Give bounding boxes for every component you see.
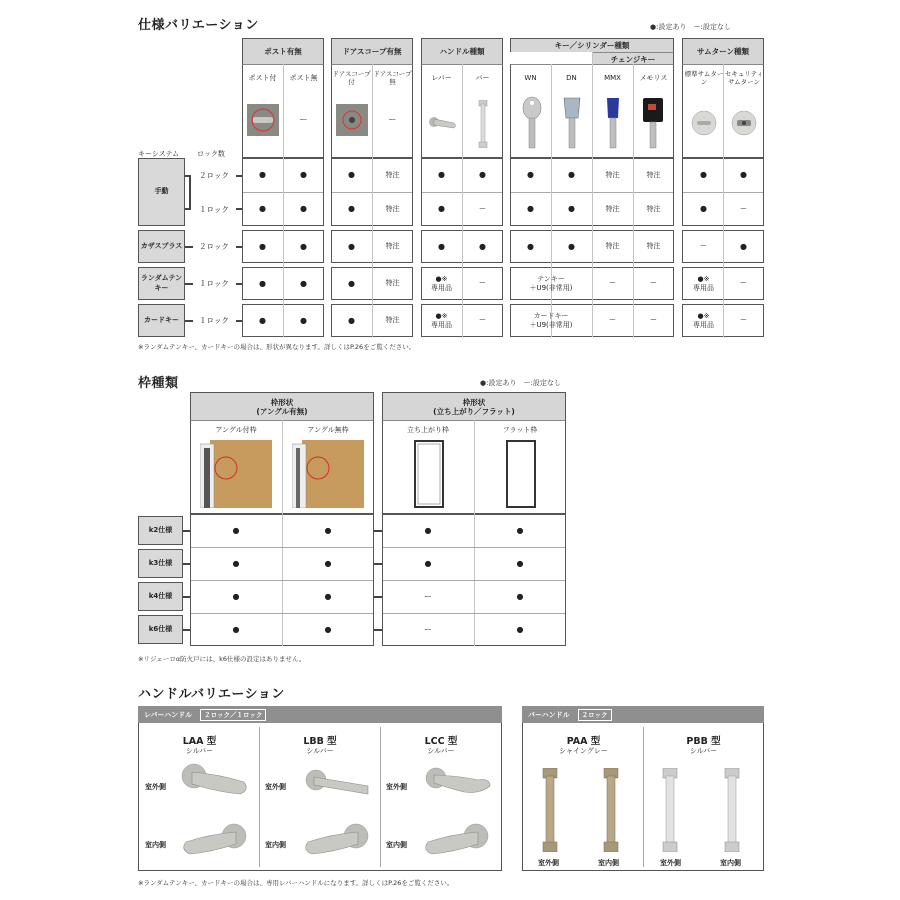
frame-cell: ● <box>232 591 240 601</box>
lbb-inside-label: 室内側 <box>265 841 286 849</box>
model-paa-color: シャイングレー <box>559 747 608 755</box>
scope-none-dash: ー <box>388 115 397 124</box>
system-cardkey: カードキー <box>138 304 185 337</box>
lbb-outside-label: 室外側 <box>265 783 286 791</box>
pbb-inside-label: 室内側 <box>720 859 741 867</box>
spec-cell: 特注 <box>385 242 400 251</box>
frame-cell: ● <box>324 558 332 568</box>
paa-outside-image <box>542 768 558 852</box>
doorscope-image <box>336 104 368 136</box>
post-slot-image <box>247 104 279 136</box>
handles-title: ハンドルバリエーション <box>138 687 285 702</box>
spec-cell: ● <box>568 204 575 213</box>
spec-cell: ● <box>740 170 747 179</box>
spec-title: 仕様バリエーション <box>138 18 259 33</box>
standard-thumbturn-image <box>691 110 717 136</box>
spec-cell: 特注 <box>605 170 620 179</box>
spec-legend: ●:設定あり ー:設定なし <box>650 23 731 31</box>
spec-cell: 特注 <box>385 316 400 325</box>
sub-wn: WN <box>524 73 537 82</box>
system-manual: 手動 <box>138 158 185 226</box>
sub-security-thumbturn: セキュリティサムターン <box>724 69 764 86</box>
spec-cell: ー <box>479 204 486 213</box>
sub-mmx: MMX <box>604 73 621 82</box>
spec-cell: ●※ 専用品 <box>431 274 452 292</box>
spec-cell: ー <box>650 279 657 288</box>
spec-cell: ● <box>300 315 307 325</box>
spec-cell: 特注 <box>385 170 400 179</box>
security-thumbturn-image <box>731 110 757 136</box>
spec-cell: ● <box>740 241 747 251</box>
model-laa: LAA 型 <box>182 736 217 747</box>
lock-kazasu: ２ロック <box>199 241 229 251</box>
lever-panel-label: レバーハンドル <box>144 710 193 719</box>
spec-cell: ー <box>700 242 707 251</box>
angleless-frame-image <box>292 440 364 508</box>
frame-cell: ● <box>516 558 524 568</box>
spec-cell: ー <box>740 316 747 325</box>
system-kazasu: カザスプラス <box>138 230 185 263</box>
group-changekey-header: チェンジキー <box>592 52 674 65</box>
sub-post-without: ポスト無 <box>289 73 318 82</box>
paa-outside-label: 室外側 <box>538 859 559 867</box>
lever-panel-header <box>138 706 502 723</box>
lbb-inside-image <box>300 822 374 862</box>
frame-cell: ● <box>424 558 432 568</box>
spec-cell: 特注 <box>646 204 661 213</box>
spec-cell: ● <box>438 170 445 179</box>
spec-cell: 特注 <box>605 204 620 213</box>
pbb-outside-label: 室外側 <box>660 859 681 867</box>
spec-cell: ー <box>479 316 486 325</box>
paa-inside-image <box>603 768 619 852</box>
spec-cell: ● <box>300 170 307 179</box>
spec-cell: ● <box>348 315 355 325</box>
dn-key-image <box>560 96 584 150</box>
pbb-outside-image <box>662 768 678 852</box>
spec-cell: ● <box>348 278 355 288</box>
spec-cell: ● <box>300 278 307 288</box>
group-handle-header: ハンドル種類 <box>421 38 503 64</box>
lcc-inside-image <box>420 822 494 862</box>
frame-cell: ● <box>424 525 432 535</box>
spec-cell: ● <box>527 170 534 179</box>
spec-cell: ● <box>527 204 534 213</box>
group-post-header: ポスト有無 <box>242 38 324 64</box>
model-lbb-color: シルバー <box>306 747 334 755</box>
group-thumbturn-header: サムターン種類 <box>682 38 764 64</box>
frame-cell: ● <box>232 558 240 568</box>
lbb-outside-image <box>300 768 374 800</box>
angle-frame-image <box>200 440 272 508</box>
model-lcc-color: シルバー <box>427 747 455 755</box>
spec-cell: ● <box>259 204 266 213</box>
sub-dn: DN <box>566 73 577 82</box>
frame-row-k4: k4仕様 <box>138 582 183 611</box>
spec-cell: 特注 <box>385 204 400 213</box>
spec-cell: 特注 <box>646 170 661 179</box>
handles-note: ※ランダムテンキー、カードキーの場合は、専用レバーハンドルになります。詳しくはP.26をご覧ください。 <box>138 879 454 887</box>
frame-note: ※リジェーロα防火戸には、k6仕様の設定はありません。 <box>138 655 306 663</box>
model-pbb: PBB 型 <box>686 736 721 747</box>
frame-cell: ● <box>516 525 524 535</box>
lock-manual-1: １ロック <box>199 204 229 214</box>
laa-inside-image <box>178 822 252 862</box>
spec-cell: ● <box>300 241 307 251</box>
spec-cell: ー <box>609 279 616 288</box>
spec-cell: ー <box>609 316 616 325</box>
spec-cell: テンキー ＋U9(非常用) <box>529 274 573 292</box>
frame-row-k2: k2仕様 <box>138 516 183 545</box>
spec-cell: ● <box>259 278 266 288</box>
spec-cell: ● <box>700 170 707 179</box>
sub-lever: レバー <box>431 73 452 82</box>
frame-cell: ● <box>232 624 240 634</box>
frame-row-k3: k3仕様 <box>138 549 183 578</box>
frame-cell: ー <box>424 624 432 634</box>
frame-cell: ● <box>232 525 240 535</box>
spec-cell: ● <box>259 170 266 179</box>
sub-scope-with: ドアスコープ付 <box>332 69 371 86</box>
frame-cell: ー <box>424 591 432 601</box>
sub-flat: フラット枠 <box>502 425 538 434</box>
spec-cell: ー <box>740 279 747 288</box>
lcc-outside-label: 室外側 <box>386 783 407 791</box>
spec-cell: ● <box>259 241 266 251</box>
laa-outside-label: 室外側 <box>145 783 166 791</box>
frame-cell: ● <box>516 624 524 634</box>
bar-panel-label: バーハンドル <box>528 710 570 719</box>
model-laa-color: シルバー <box>185 747 214 755</box>
spec-cell: 特注 <box>385 279 400 288</box>
sub-standard-thumbturn: 標準サムターン <box>684 69 724 86</box>
spec-cell: ●※ 専用品 <box>431 311 452 329</box>
sub-bar: バー <box>475 73 490 82</box>
spec-cell: ー <box>740 204 747 213</box>
wn-key-image <box>520 96 544 150</box>
lock-cardkey: １ロック <box>199 315 229 325</box>
spec-note: ※ランダムテンキー、カードキーの場合は、形状が異なります。詳しくはP.26をご覧ください。 <box>138 343 416 351</box>
spec-cell: ● <box>700 204 707 213</box>
lock-count-header: ロック数 <box>197 150 225 158</box>
bar-panel-header <box>522 706 764 723</box>
model-lcc: LCC 型 <box>424 736 458 747</box>
memoris-key-image <box>640 96 666 150</box>
sub-angle-without: アングル無枠 <box>307 425 349 434</box>
frame-title: 枠種類 <box>138 376 179 391</box>
spec-cell: ● <box>568 241 575 251</box>
frame-row-k6: k6仕様 <box>138 615 183 644</box>
spec-cell: ● <box>438 204 445 213</box>
lcc-inside-label: 室内側 <box>386 841 407 849</box>
key-system-header: キーシステム <box>138 150 180 158</box>
spec-cell: ●※ 専用品 <box>693 274 714 292</box>
laa-outside-image <box>178 762 252 802</box>
group-key-header: キー／シリンダー種類 <box>510 38 674 52</box>
frame-cell: ● <box>324 624 332 634</box>
spec-cell: ● <box>527 241 534 251</box>
sub-scope-without: ドアスコープ無 <box>373 69 412 86</box>
spec-cell: ●※ 専用品 <box>693 311 714 329</box>
sub-angle-with: アングル付枠 <box>215 425 257 434</box>
system-tenkey: ランダムテンキー <box>138 267 185 300</box>
spec-cell: ● <box>348 170 355 179</box>
rising-frame-image <box>414 440 444 508</box>
lock-tenkey: １ロック <box>199 278 229 288</box>
spec-cell: ● <box>300 204 307 213</box>
group-doorscope-header: ドアスコープ有無 <box>331 38 413 64</box>
frame-cell: ● <box>324 525 332 535</box>
sub-memoris: メモリス <box>639 73 668 82</box>
spec-cell: 特注 <box>605 242 620 251</box>
mmx-key-image <box>601 96 625 150</box>
spec-cell: ー <box>650 316 657 325</box>
post-none-dash: ー <box>299 115 308 124</box>
spec-cell: ● <box>348 204 355 213</box>
paa-inside-label: 室内側 <box>598 859 619 867</box>
spec-cell: ● <box>259 315 266 325</box>
spec-cell: 特注 <box>646 242 661 251</box>
pbb-inside-image <box>724 768 740 852</box>
spec-cell: ● <box>568 170 575 179</box>
bar-panel-tag: ２ロック <box>578 709 612 721</box>
lock-manual-2: ２ロック <box>199 170 229 180</box>
spec-cell: ● <box>479 241 486 251</box>
model-pbb-color: シルバー <box>689 747 718 755</box>
flat-frame-image <box>506 440 536 508</box>
sub-rising: 立ち上がり枠 <box>407 425 449 434</box>
bar-handle-image <box>477 100 489 148</box>
model-paa: PAA 型 <box>566 736 601 747</box>
spec-cell: カードキー ＋U9(非常用) <box>529 311 573 329</box>
model-lbb: LBB 型 <box>303 736 337 747</box>
spec-cell: ● <box>438 241 445 251</box>
frame-group-flat-header: 枠形状 (立ち上がり／フラット) <box>382 392 566 420</box>
spec-cell: ● <box>348 241 355 251</box>
lever-handle-image <box>428 110 458 134</box>
frame-cell: ● <box>516 591 524 601</box>
frame-legend: ●:設定あり ー:設定なし <box>480 379 561 387</box>
frame-group-angle-header: 枠形状 (アングル有無) <box>190 392 374 420</box>
lever-panel-tag: ２ロック／１ロック <box>200 709 266 721</box>
frame-cell: ● <box>324 591 332 601</box>
laa-inside-label: 室内側 <box>145 841 166 849</box>
spec-cell: ● <box>479 170 486 179</box>
sub-post-with: ポスト付 <box>248 73 277 82</box>
spec-cell: ー <box>479 279 486 288</box>
lcc-outside-image <box>420 766 494 802</box>
